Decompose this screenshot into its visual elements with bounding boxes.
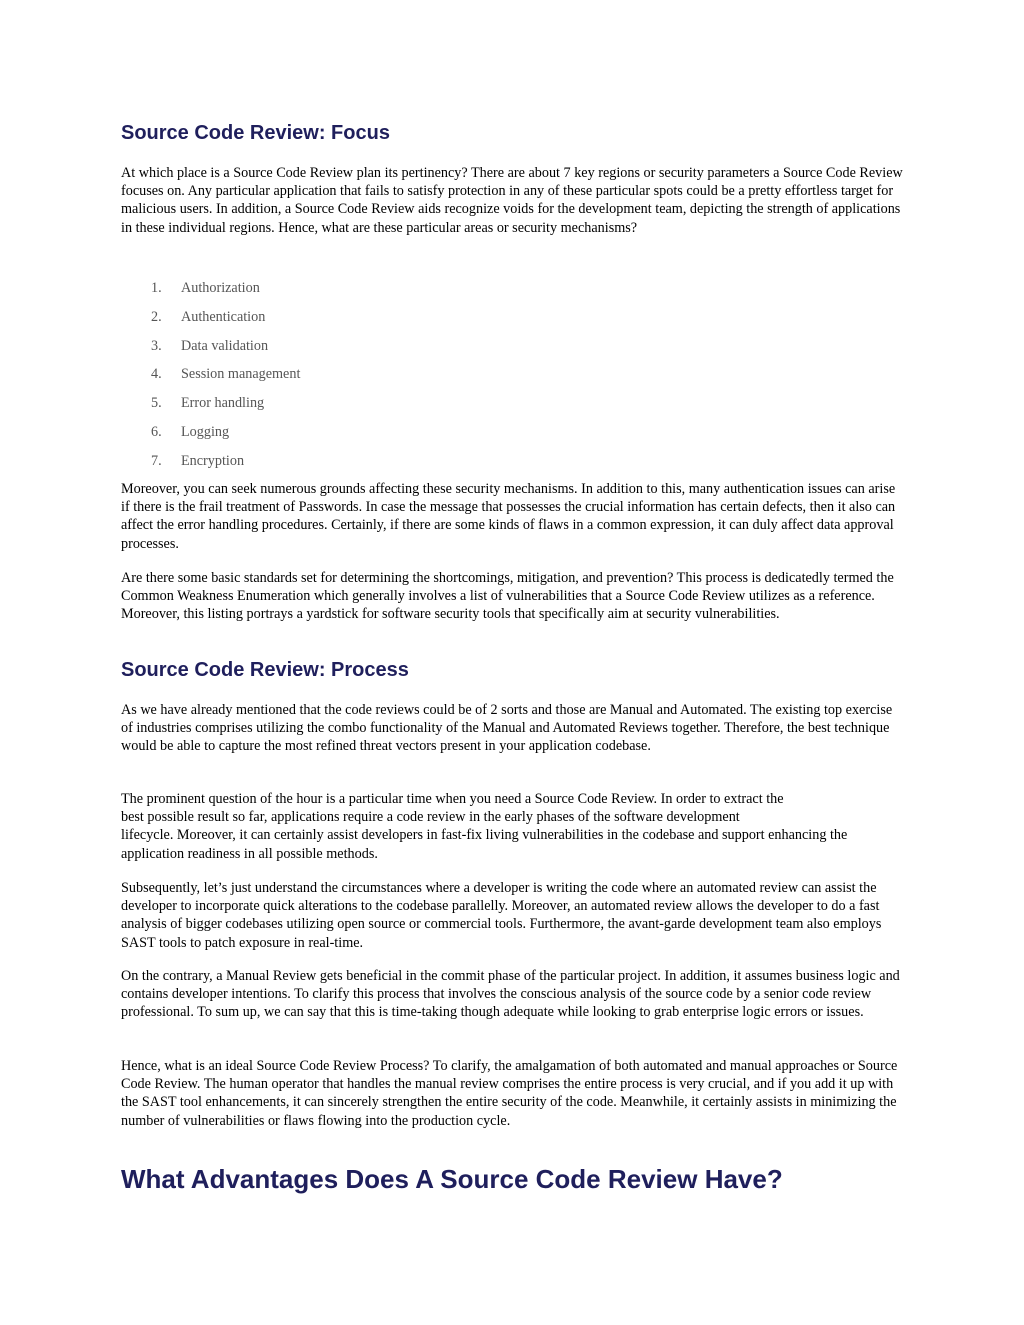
list-item-label: Session management — [181, 366, 301, 383]
focus-paragraph-2: Moreover, you can seek numerous grounds affecting these security mechanisms. In addition to this, many authentication issues can arise if there is the frail treatment of Passwords. In case the message that possesses the crucial information has certain defects, then it also can affect the error handling procedures. Certainly, if there are some kinds of flaws in a common expression, it can duly affect data approval processes. — [121, 481, 896, 552]
list-item — [121, 394, 521, 423]
process-paragraph-1: As we have already mentioned that the code reviews could be of 2 sorts and those are Manual and Automated. The existing top exercise of industries comprises utilizing the combo functionality of the Manual and Automated Reviews together. Therefore, the best technique would be able to capture the most refined threat vectors present in your application codebase. — [121, 702, 893, 755]
list-item-label: Authentication — [181, 308, 266, 325]
list-item — [121, 365, 521, 394]
list-item-label: Data validation — [181, 337, 269, 354]
process-paragraph-3: Subsequently, let’s just understand the circumstances where a developer is writing the code where an automated review can assist the developer to incorporate quick alterations to the codebase parallelly. Moreover, an automated review allows the developer to do a fast analysis of bigger codebases utilizing open source or commercial tools. Furthermore, the avant-garde development team also employs SAST tools to patch exposure in real-time. — [121, 880, 882, 951]
list-item-label: Error handling — [181, 395, 265, 412]
list-item-number: 5. — [151, 395, 162, 412]
advantages-heading: What Advantages Does A Source Code Review Have? — [121, 1164, 783, 1194]
focus-paragraph-3: Are there some basic standards set for determining the shortcomings, mitigation, and prevention? This process is dedicatedly termed the Common Weakness Enumeration which generally involves a list of vulnerabilities that a Source Code Review utilizes as a reference. Moreover, this listing portrays a yardstick for software security tools that specifically aim at security vulnerabilities. — [121, 570, 894, 623]
process-paragraph-5: Hence, what is an ideal Source Code Review Process? To clarify, the amalgamation of both automated and manual approaches or Source Code Review. The human operator that handles the manual review comprises the entire process is very crucial, and if you add it up with the SAST tool enhancements, it can sincerely strengthen the entire security of the code. Meanwhile, it certainly assists in minimizing the number of vulnerabilities or flaws flowing into the production cycle. — [121, 1058, 898, 1129]
list-item — [121, 308, 521, 337]
focus-intro-paragraph: At which place is a Source Code Review plan its pertinency? There are about 7 key regions or security parameters a Source Code Review focuses on. Any particular application that fails to satisfy protection in any of these particular spots could be a pretty effortless target for malicious users. In addition, a Source Code Review aids recognize voids for the development team, depicting the strength of applications in these individual regions. Hence, what are these particular areas or security mechanisms? — [121, 165, 903, 236]
list-item-number: 1. — [151, 280, 162, 296]
list-item-number: 4. — [151, 366, 162, 383]
list-item — [121, 337, 521, 366]
process-paragraph-2-line-2: lifecycle. Moreover, it can certainly assist developers in fast-fix living vulnerabilities in the codebase and support enhancing the application readiness in all possible methods. — [121, 827, 848, 862]
list-item-number: 3. — [151, 337, 162, 354]
list-item-number: 2. — [151, 308, 162, 325]
list-item — [121, 279, 521, 308]
list-item-number: 7. — [151, 452, 162, 469]
focus-heading: Source Code Review: Focus — [121, 122, 390, 144]
list-item-label: Encryption — [181, 452, 245, 469]
process-paragraph-2 — [121, 790, 905, 863]
list-item-number: 6. — [151, 423, 162, 440]
security-mechanisms-list — [121, 279, 521, 481]
list-item — [121, 452, 521, 481]
list-item-label: Authorization — [181, 280, 260, 296]
process-paragraph-2-line-1: The prominent question of the hour is a particular time when you need a Source Code Review. In order to extract the best possible result so far, applications require a code review in the early phases of the software development — [121, 791, 784, 826]
process-heading: Source Code Review: Process — [121, 659, 409, 681]
list-item-label: Logging — [181, 423, 230, 440]
list-item — [121, 423, 521, 452]
process-paragraph-4: On the contrary, a Manual Review gets beneficial in the commit phase of the particular project. In addition, it assumes business logic and contains developer intentions. To clarify this process that involves the conscious analysis of the source code by a senior code review professional. To sum up, we can say that this is time-taking though adequate while looking to grab enterprise logic errors or issues. — [121, 968, 900, 1021]
